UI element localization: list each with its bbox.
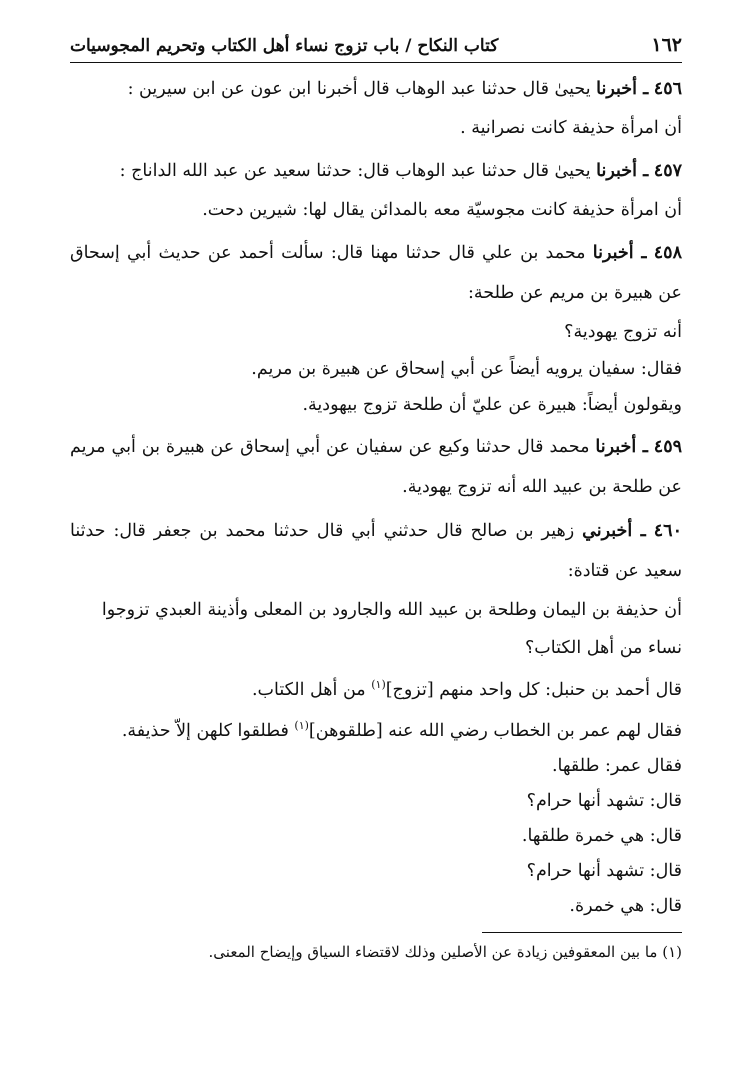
entry-460: [70, 511, 682, 924]
page-number: ١٦٢: [651, 34, 682, 56]
entry-number: ٤٥٦: [653, 79, 682, 99]
footnote-divider: [482, 932, 682, 933]
dialogue-line: فقال عمر: طلقها.: [551, 755, 682, 776]
isnad: ٤٥٨ ـ أخبرنا محمد بن علي قال حدثنا مهنا قال: سألت أحمد عن حديث أبي إسحاق عن هبيرة بن مريم عن طلحة:: [70, 243, 682, 303]
document-page: [70, 34, 682, 965]
entry-number: ٤٦٠: [653, 521, 682, 541]
entry-458: [70, 233, 682, 423]
entry-keyword: أخبرنا: [596, 161, 637, 181]
running-header: [70, 34, 682, 63]
entry-keyword: أخبرني: [582, 521, 633, 541]
footnote-marker: (١): [294, 718, 309, 732]
footnote-marker: (١): [371, 678, 386, 691]
isnad-text: محمد قال حدثنا وكيع عن سفيان عن أبي إسحاق عن هبيرة بن أبي مريم عن طلحة بن عبيد الله أنه تزوج يهودية.: [70, 437, 682, 497]
entry-456: [70, 69, 682, 147]
header-title: كتاب النكاح / باب تزوج نساء أهل الكتاب وتحريم المجوسيات: [70, 36, 499, 56]
entry-number: ٤٥٨: [653, 243, 682, 263]
isnad: ٤٥٧ ـ أخبرنا يحيىٰ قال حدثنا عبد الوهاب قال: حدثنا سعيد عن عبد الله الداناج :: [119, 161, 682, 181]
dialogue-line: قال: هي خمرة.: [569, 895, 682, 916]
dialogue: [70, 749, 682, 924]
dialogue-line: قال: تشهد أنها حرام؟: [526, 790, 682, 811]
isnad: ٤٥٩ ـ أخبرنا محمد قال حدثنا وكيع عن سفيان عن أبي إسحاق عن هبيرة بن أبي مريم عن طلحة بن عبيد الله أنه تزوج يهودية.: [70, 437, 682, 497]
matn-line: أن امرأة حذيفة كانت مجوسيّة معه بالمدائن يقال لها: شيرين دحت.: [202, 200, 682, 220]
dialogue-line: قال: هي خمرة طلقها.: [521, 825, 682, 846]
entry-457: [70, 151, 682, 229]
entry-keyword: أخبرنا: [595, 437, 637, 457]
isnad-text: زهير بن صالح قال حدثني أبي قال حدثنا محمد بن جعفر قال: حدثنا سعيد عن قتادة:: [70, 521, 682, 581]
isnad-text: محمد بن علي قال حدثنا مهنا قال: سألت أحمد عن حديث أبي إسحاق عن هبيرة بن مريم عن طلحة:: [70, 243, 682, 303]
matn-line: أن امرأة حذيفة كانت نصرانية .: [460, 118, 682, 138]
commentary-line: فقال: سفيان يرويه أيضاً عن أبي إسحاق عن هبيرة بن مريم.: [251, 359, 682, 379]
entry-number: ٤٥٧: [653, 161, 682, 181]
entry-keyword: أخبرنا: [596, 79, 637, 99]
isnad-text: يحيىٰ قال حدثنا عبد الوهاب قال أخبرنا ابن عون عن ابن سيرين :: [127, 79, 591, 99]
matn-line: أنه تزوج يهودية؟: [564, 322, 682, 342]
isnad: ٤٦٠ ـ أخبرني زهير بن صالح قال حدثني أبي قال حدثنا محمد بن جعفر قال: حدثنا سعيد عن قتادة:: [70, 521, 682, 581]
isnad: ٤٥٦ ـ أخبرنا يحيىٰ قال حدثنا عبد الوهاب قال أخبرنا ابن عون عن ابن سيرين :: [127, 79, 682, 99]
isnad-text: يحيىٰ قال حدثنا عبد الوهاب قال: حدثنا سعيد عن عبد الله الداناج :: [119, 161, 591, 181]
commentary-line: ويقولون أيضاً: هبيرة عن عليّ أن طلحة تزوج بيهودية.: [302, 395, 682, 415]
ahmad-statement: قال أحمد بن حنبل: كل واحد منهم [تزوج]$^{(١)}$ من أهل الكتاب.: [251, 678, 682, 700]
entry-keyword: أخبرنا: [592, 243, 634, 263]
matn-line: أن حذيفة بن اليمان وطلحة بن عبيد الله والجارود بن المعلى وأذينة العبدي تزوجوا نساء من أهل الكتاب؟: [101, 600, 682, 658]
dialogue-line: قال: تشهد أنها حرام؟: [526, 860, 682, 881]
umar-statement: فقال لهم عمر بن الخطاب رضي الله عنه [طلقوهن]$^{(١)}$ فطلقوا كلهن إلاّ حذيفة.: [121, 718, 682, 741]
footnote: (١) ما بين المعقوفين زيادة عن الأصلين وذلك لاقتضاء السياق وإيضاح المعنى.: [208, 942, 682, 961]
entry-number: ٤٥٩: [653, 437, 682, 457]
entry-459: [70, 427, 682, 507]
